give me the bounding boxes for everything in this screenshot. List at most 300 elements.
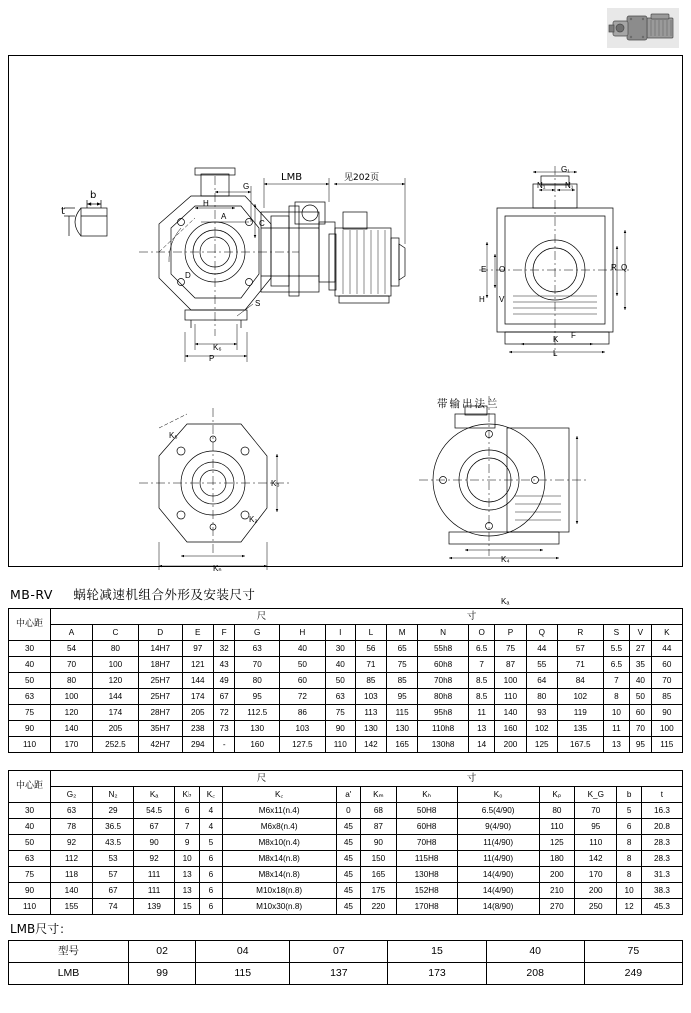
- th-dimensions-group: 尺 寸: [51, 609, 683, 625]
- cell2-10: 180: [539, 851, 575, 867]
- table-row: [9, 883, 683, 899]
- cell-H: 86: [279, 705, 325, 721]
- cell-K: 115: [651, 737, 682, 753]
- svg-text:R: R: [611, 263, 617, 272]
- th-center-distance-2: 中心距: [9, 771, 51, 803]
- label-page-ref: 见202页: [344, 173, 380, 183]
- cell2-10: 200: [539, 867, 575, 883]
- cell-D: 25H7: [138, 689, 182, 705]
- table-row: [9, 689, 683, 705]
- cell2-0: 78: [51, 819, 93, 835]
- cell2-8: 152H8: [396, 883, 457, 899]
- svg-text:K₆: K₆: [213, 343, 222, 352]
- cell-L: 85: [355, 673, 386, 689]
- cell-P: 75: [495, 641, 526, 657]
- cell-G: 70: [235, 657, 280, 673]
- cell2-10: 210: [539, 883, 575, 899]
- section-code: MB-RV: [10, 587, 53, 602]
- table2-body: [9, 803, 683, 915]
- th-col2-13: t: [641, 787, 682, 803]
- cell2-11: 110: [575, 835, 617, 851]
- th-center-distance: 中心距: [9, 609, 51, 641]
- table-row: [9, 673, 683, 689]
- cell-R: 71: [557, 657, 603, 673]
- cell2-1: 36.5: [93, 819, 134, 835]
- cell-M: 130: [387, 721, 418, 737]
- th-col-P: P: [495, 625, 526, 641]
- cell-F: 49: [213, 673, 235, 689]
- cell-M: 95: [387, 689, 418, 705]
- lmb-value-1: 115: [196, 963, 290, 985]
- lmb-value-0: 99: [129, 963, 196, 985]
- cell2-2: 111: [134, 867, 175, 883]
- cell2-5: M10x30(n.8): [222, 899, 336, 915]
- cell-G: 80: [235, 673, 280, 689]
- th-col-C: C: [93, 625, 139, 641]
- cell-A: 100: [51, 689, 93, 705]
- cell2-6: 45: [336, 899, 361, 915]
- cell-center-distance: 30: [9, 641, 51, 657]
- table-row: [9, 641, 683, 657]
- lmb-table: [8, 940, 683, 985]
- th-col2-7: Kₘ: [361, 787, 397, 803]
- svg-text:C: C: [259, 219, 265, 228]
- cell2-9: 14(4/90): [457, 883, 539, 899]
- cell-G: 63: [235, 641, 280, 657]
- cell2-4: 4: [200, 803, 223, 819]
- cell-O: 14: [468, 737, 494, 753]
- cell-P: 200: [495, 737, 526, 753]
- lmb-value-3: 173: [388, 963, 486, 985]
- lmb-value-5: 249: [584, 963, 682, 985]
- cell-S: 6.5: [603, 657, 629, 673]
- flange-face-view: [139, 408, 289, 570]
- th-col2-9: K₀: [457, 787, 539, 803]
- cell2-7: 165: [361, 867, 397, 883]
- svg-text:H: H: [203, 199, 209, 208]
- cell-R: 102: [557, 689, 603, 705]
- cell-G: 112.5: [235, 705, 280, 721]
- cell-center-distance: 75: [9, 705, 51, 721]
- cell2-8: 170H8: [396, 899, 457, 915]
- lmb-value-row: [9, 963, 683, 985]
- dimension-table-2: [8, 770, 683, 915]
- section-title-text: 蜗轮减速机组合外形及安装尺寸: [73, 587, 256, 602]
- cell-C: 205: [93, 721, 139, 737]
- cell2-11: 95: [575, 819, 617, 835]
- cell-F: 73: [213, 721, 235, 737]
- th-col-O: O: [468, 625, 494, 641]
- cell-S: 13: [603, 737, 629, 753]
- cell-F: 72: [213, 705, 235, 721]
- cell-V: 35: [630, 657, 652, 673]
- cell-P: 87: [495, 657, 526, 673]
- cell2-7: 175: [361, 883, 397, 899]
- flange-end-view: [479, 166, 629, 356]
- lmb-model-02: 02: [129, 941, 196, 963]
- cell-M: 115: [387, 705, 418, 721]
- svg-text:G₁: G₁: [561, 165, 570, 174]
- th-col2-0: G₂: [51, 787, 93, 803]
- lmb-value-2: 137: [290, 963, 388, 985]
- cell2-4: 6: [200, 899, 223, 915]
- cell-E: 238: [182, 721, 213, 737]
- cell-V: 70: [630, 721, 652, 737]
- table-row: [9, 819, 683, 835]
- cell2-8: 50H8: [396, 803, 457, 819]
- th-col2-11: K_G: [575, 787, 617, 803]
- th-col-A: A: [51, 625, 93, 641]
- th-col-F: F: [213, 625, 235, 641]
- cell-F: 43: [213, 657, 235, 673]
- th-col-H: H: [279, 625, 325, 641]
- cell-center-distance: 63: [9, 689, 51, 705]
- cell2-8: 130H8: [396, 867, 457, 883]
- cell-H: 50: [279, 657, 325, 673]
- cell2-13: 16.3: [641, 803, 682, 819]
- table-row: [9, 737, 683, 753]
- lmb-model-row: [9, 941, 683, 963]
- th-col2-5: K꜀: [222, 787, 336, 803]
- cell-K: 70: [651, 673, 682, 689]
- cell-K: 85: [651, 689, 682, 705]
- svg-text:K₄: K₄: [501, 555, 510, 564]
- cell-A: 54: [51, 641, 93, 657]
- cell2-3: 15: [175, 899, 200, 915]
- cell2-6: 45: [336, 883, 361, 899]
- label-lmb: LMB: [281, 172, 303, 183]
- cell2-9: 11(4/90): [457, 851, 539, 867]
- table-row: [9, 657, 683, 673]
- cell2-13: 38.3: [641, 883, 682, 899]
- cell2-10: 270: [539, 899, 575, 915]
- svg-text:A: A: [221, 212, 227, 221]
- cell-center-distance: 110: [9, 737, 51, 753]
- th-col-V: V: [630, 625, 652, 641]
- cell-center-distance: 90: [9, 721, 51, 737]
- cell-center-distance: 63: [9, 851, 51, 867]
- cell-O: 11: [468, 705, 494, 721]
- cell-I: 50: [325, 673, 355, 689]
- table1-column-header-row: [9, 625, 683, 641]
- cell2-8: 70H8: [396, 835, 457, 851]
- th-col-R: R: [557, 625, 603, 641]
- svg-text:b: b: [90, 190, 97, 201]
- cell2-0: 140: [51, 883, 93, 899]
- cell2-6: 45: [336, 835, 361, 851]
- cell2-3: 10: [175, 851, 200, 867]
- dimension-table-1: [8, 608, 683, 753]
- cell-D: 28H7: [138, 705, 182, 721]
- cell-center-distance: 50: [9, 835, 51, 851]
- cell2-12: 10: [617, 883, 642, 899]
- th-col2-10: Kₚ: [539, 787, 575, 803]
- lmb-table-body: [9, 941, 683, 985]
- cell-D: 25H7: [138, 673, 182, 689]
- cell-K: 44: [651, 641, 682, 657]
- cell2-5: M8x14(n.8): [222, 867, 336, 883]
- th-col-L: L: [355, 625, 386, 641]
- cell-S: 11: [603, 721, 629, 737]
- cell-O: 8.5: [468, 673, 494, 689]
- cell2-13: 28.3: [641, 851, 682, 867]
- cell-K: 60: [651, 657, 682, 673]
- cell2-1: 43.5: [93, 835, 134, 851]
- cell-N: 55h8: [418, 641, 469, 657]
- cell2-7: 68: [361, 803, 397, 819]
- cell2-9: 6.5(4/90): [457, 803, 539, 819]
- svg-text:P: P: [209, 354, 215, 363]
- cell-F: -: [213, 737, 235, 753]
- cell-E: 174: [182, 689, 213, 705]
- cell-H: 127.5: [279, 737, 325, 753]
- cell-F: 32: [213, 641, 235, 657]
- th-col-G: G: [235, 625, 280, 641]
- cell2-7: 150: [361, 851, 397, 867]
- cell-A: 120: [51, 705, 93, 721]
- table-row: [9, 851, 683, 867]
- cell2-2: 139: [134, 899, 175, 915]
- cell-P: 140: [495, 705, 526, 721]
- cell-F: 67: [213, 689, 235, 705]
- cell-R: 57: [557, 641, 603, 657]
- cell2-4: 6: [200, 851, 223, 867]
- cell-A: 80: [51, 673, 93, 689]
- cell2-10: 80: [539, 803, 575, 819]
- cell2-7: 90: [361, 835, 397, 851]
- cell2-6: 45: [336, 819, 361, 835]
- cell-N: 80h8: [418, 689, 469, 705]
- cell-O: 7: [468, 657, 494, 673]
- lmb-model-75: 75: [584, 941, 682, 963]
- table-row: [9, 721, 683, 737]
- main-assembly-view: [139, 168, 299, 336]
- cell-G: 130: [235, 721, 280, 737]
- cell-I: 90: [325, 721, 355, 737]
- cell-G: 160: [235, 737, 280, 753]
- cell-L: 103: [355, 689, 386, 705]
- svg-text:K₅: K₅: [169, 431, 178, 440]
- cell-N: 60h8: [418, 657, 469, 673]
- cell2-0: 63: [51, 803, 93, 819]
- th-col2-1: N₂: [93, 787, 134, 803]
- cell-C: 100: [93, 657, 139, 673]
- cell2-12: 5: [617, 803, 642, 819]
- cell-H: 103: [279, 721, 325, 737]
- cell2-1: 67: [93, 883, 134, 899]
- cell2-0: 118: [51, 867, 93, 883]
- cell2-8: 115H8: [396, 851, 457, 867]
- cell2-4: 6: [200, 883, 223, 899]
- cell-V: 95: [630, 737, 652, 753]
- svg-text:G: G: [243, 182, 250, 191]
- cell-M: 65: [387, 641, 418, 657]
- cell2-1: 29: [93, 803, 134, 819]
- cell2-0: 92: [51, 835, 93, 851]
- cell-I: 75: [325, 705, 355, 721]
- lmb-model-40: 40: [486, 941, 584, 963]
- th-col-E: E: [182, 625, 213, 641]
- cell-L: 113: [355, 705, 386, 721]
- cell-E: 294: [182, 737, 213, 753]
- lmb-model-07: 07: [290, 941, 388, 963]
- cell2-6: 45: [336, 851, 361, 867]
- cell-R: 119: [557, 705, 603, 721]
- svg-text:K₂: K₂: [249, 515, 258, 524]
- cell-Q: 125: [526, 737, 557, 753]
- flange-output-view: [419, 396, 589, 558]
- cell2-3: 13: [175, 883, 200, 899]
- cell2-12: 6: [617, 819, 642, 835]
- cell2-2: 111: [134, 883, 175, 899]
- cell-V: 60: [630, 705, 652, 721]
- cell-G: 95: [235, 689, 280, 705]
- cell-I: 110: [325, 737, 355, 753]
- cell2-11: 70: [575, 803, 617, 819]
- cell2-9: 11(4/90): [457, 835, 539, 851]
- cell2-4: 5: [200, 835, 223, 851]
- cell2-1: 53: [93, 851, 134, 867]
- cell2-13: 28.3: [641, 835, 682, 851]
- cell-K: 100: [651, 721, 682, 737]
- svg-text:O: O: [499, 265, 506, 274]
- cell2-11: 170: [575, 867, 617, 883]
- cell2-4: 4: [200, 819, 223, 835]
- cell2-11: 200: [575, 883, 617, 899]
- cell-O: 13: [468, 721, 494, 737]
- cell2-5: M10x18(n.8): [222, 883, 336, 899]
- table-row: [9, 899, 683, 915]
- cell-V: 27: [630, 641, 652, 657]
- cell2-2: 90: [134, 835, 175, 851]
- cell-M: 85: [387, 673, 418, 689]
- cell-N: 130h8: [418, 737, 469, 753]
- cell-C: 174: [93, 705, 139, 721]
- cell2-5: M8x10(n.4): [222, 835, 336, 851]
- th-col2-4: K꜀: [200, 787, 223, 803]
- svg-text:t: t: [61, 206, 65, 217]
- table2-column-header-row: [9, 787, 683, 803]
- cell-C: 120: [93, 673, 139, 689]
- cell2-3: 7: [175, 819, 200, 835]
- cell-O: 8.5: [468, 689, 494, 705]
- cell-center-distance: 75: [9, 867, 51, 883]
- cell2-7: 87: [361, 819, 397, 835]
- cell-V: 40: [630, 673, 652, 689]
- svg-text:Kₐ: Kₐ: [501, 597, 510, 606]
- cell-S: 8: [603, 689, 629, 705]
- cell2-3: 6: [175, 803, 200, 819]
- cell-N: 70h8: [418, 673, 469, 689]
- key-section-detail: [64, 200, 107, 236]
- cell2-9: 14(4/90): [457, 867, 539, 883]
- th-col-I: I: [325, 625, 355, 641]
- cell-Q: 64: [526, 673, 557, 689]
- cell-P: 110: [495, 689, 526, 705]
- cell-E: 121: [182, 657, 213, 673]
- cell-L: 142: [355, 737, 386, 753]
- cell2-13: 20.8: [641, 819, 682, 835]
- cell2-13: 31.3: [641, 867, 682, 883]
- cell-A: 70: [51, 657, 93, 673]
- label-flange-note: 带输出法兰: [437, 398, 500, 410]
- cell2-12: 8: [617, 867, 642, 883]
- th-col2-8: Kₕ: [396, 787, 457, 803]
- cell2-12: 12: [617, 899, 642, 915]
- svg-text:N₁: N₁: [537, 181, 546, 190]
- lmb-model-04: 04: [196, 941, 290, 963]
- section-title: [10, 585, 255, 603]
- svg-text:D: D: [185, 271, 191, 280]
- cell-M: 75: [387, 657, 418, 673]
- cell2-5: M6x8(n.4): [222, 819, 336, 835]
- table-row: [9, 835, 683, 851]
- cell2-2: 67: [134, 819, 175, 835]
- cell-Q: 80: [526, 689, 557, 705]
- cell-E: 97: [182, 641, 213, 657]
- cell2-2: 54.5: [134, 803, 175, 819]
- cell2-5: M6x11(n.4): [222, 803, 336, 819]
- th-col-M: M: [387, 625, 418, 641]
- cell-L: 56: [355, 641, 386, 657]
- table-row: [9, 867, 683, 883]
- svg-text:H: H: [479, 295, 485, 304]
- lmb-model-15: 15: [388, 941, 486, 963]
- cell-S: 5.5: [603, 641, 629, 657]
- cell-C: 144: [93, 689, 139, 705]
- cell-N: 95h8: [418, 705, 469, 721]
- svg-text:F: F: [571, 331, 576, 340]
- cell-C: 252.5: [93, 737, 139, 753]
- table-row: [9, 803, 683, 819]
- cell-I: 30: [325, 641, 355, 657]
- cell-center-distance: 90: [9, 883, 51, 899]
- lmb-row-label-model: 型号: [9, 941, 129, 963]
- cell-center-distance: 30: [9, 803, 51, 819]
- th-col-K: K: [651, 625, 682, 641]
- cell2-1: 74: [93, 899, 134, 915]
- th-col2-6: a': [336, 787, 361, 803]
- lmb-title: LMB尺寸：: [10, 922, 72, 936]
- cell2-12: 8: [617, 851, 642, 867]
- th-dimensions-group-2: 尺 寸: [51, 771, 683, 787]
- cell2-9: 9(4/90): [457, 819, 539, 835]
- cell2-12: 8: [617, 835, 642, 851]
- cell2-7: 220: [361, 899, 397, 915]
- cell-N: 110h8: [418, 721, 469, 737]
- cell-D: 18H7: [138, 657, 182, 673]
- th-col2-2: Kₐ: [134, 787, 175, 803]
- cell2-0: 155: [51, 899, 93, 915]
- cell-D: 35H7: [138, 721, 182, 737]
- cell-R: 167.5: [557, 737, 603, 753]
- cell-Q: 93: [526, 705, 557, 721]
- cell-center-distance: 40: [9, 819, 51, 835]
- cell-Q: 44: [526, 641, 557, 657]
- cell-I: 63: [325, 689, 355, 705]
- cell-center-distance: 50: [9, 673, 51, 689]
- cell-E: 144: [182, 673, 213, 689]
- cell-Q: 102: [526, 721, 557, 737]
- gearbox-photo: [607, 8, 679, 48]
- cell2-3: 9: [175, 835, 200, 851]
- cell2-3: 13: [175, 867, 200, 883]
- cell-center-distance: 110: [9, 899, 51, 915]
- cell-I: 40: [325, 657, 355, 673]
- cell2-8: 60H8: [396, 819, 457, 835]
- cell-A: 170: [51, 737, 93, 753]
- th-col-N: N: [418, 625, 469, 641]
